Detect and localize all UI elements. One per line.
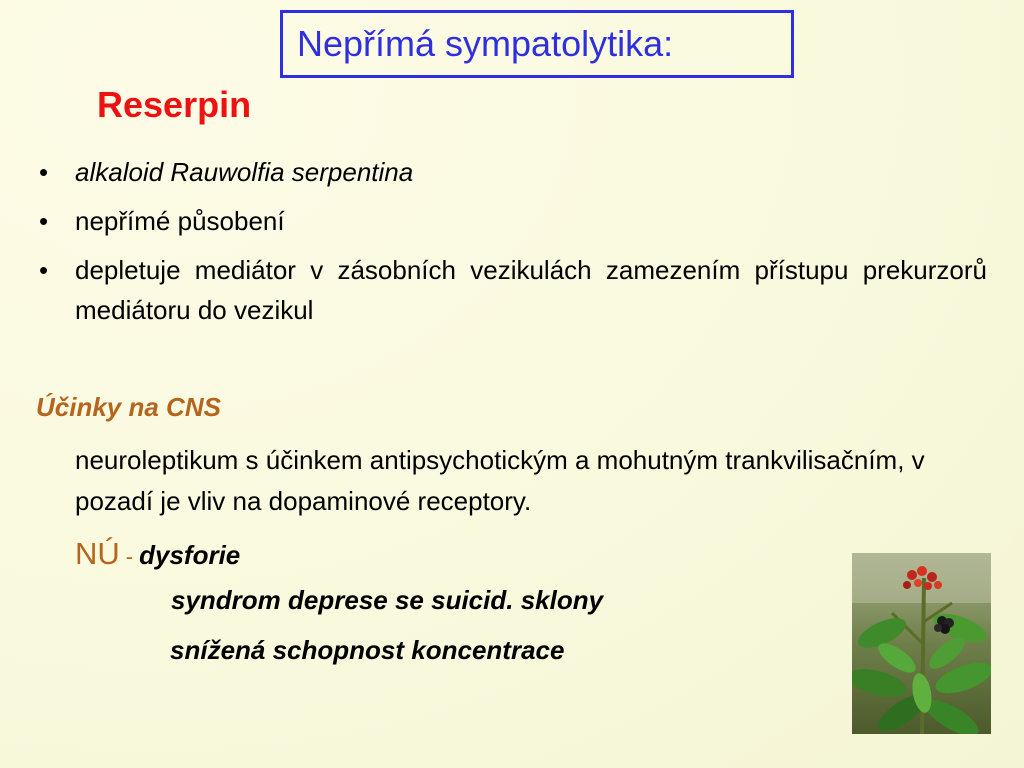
slide-title-box: [280, 10, 794, 78]
side-effect-item: syndrom deprese se suicid. sklony: [171, 585, 604, 615]
bullet-item: [35, 250, 987, 330]
bullet-marker: •: [39, 255, 49, 285]
bullet-text: depletuje mediátor v zásobních vezikulách zamezením přístupu prekurzorů mediátoru do vezikul: [75, 255, 987, 325]
cns-effects-paragraph: neuroleptikum s účinkem antipsychotickým a mohutným trankvilisačním, v pozadí je vliv na dopaminové receptory.: [75, 445, 925, 516]
side-effect-item: dysforie: [139, 540, 241, 570]
section-heading-cns: Účinky na CNS: [36, 392, 221, 422]
bullet-text: nepřímé působení: [75, 206, 285, 236]
side-effect-item: snížená schopnost koncentrace: [170, 635, 565, 665]
drug-name-heading: Reserpin: [97, 84, 252, 125]
side-effects-dash: -: [125, 544, 134, 569]
bullet-item: [35, 201, 987, 241]
rauwolfia-plant-photo: [852, 553, 991, 734]
slide-title: Nepřímá sympatolytika:: [297, 23, 674, 64]
side-effects-label: NÚ: [75, 536, 120, 571]
side-effects-line: [75, 532, 240, 579]
bullet-list: [35, 152, 987, 339]
bullet-text: alkaloid Rauwolfia serpentina: [75, 157, 414, 187]
bullet-marker: •: [39, 206, 49, 236]
bullet-marker: •: [39, 157, 49, 187]
bullet-item: [35, 152, 987, 192]
